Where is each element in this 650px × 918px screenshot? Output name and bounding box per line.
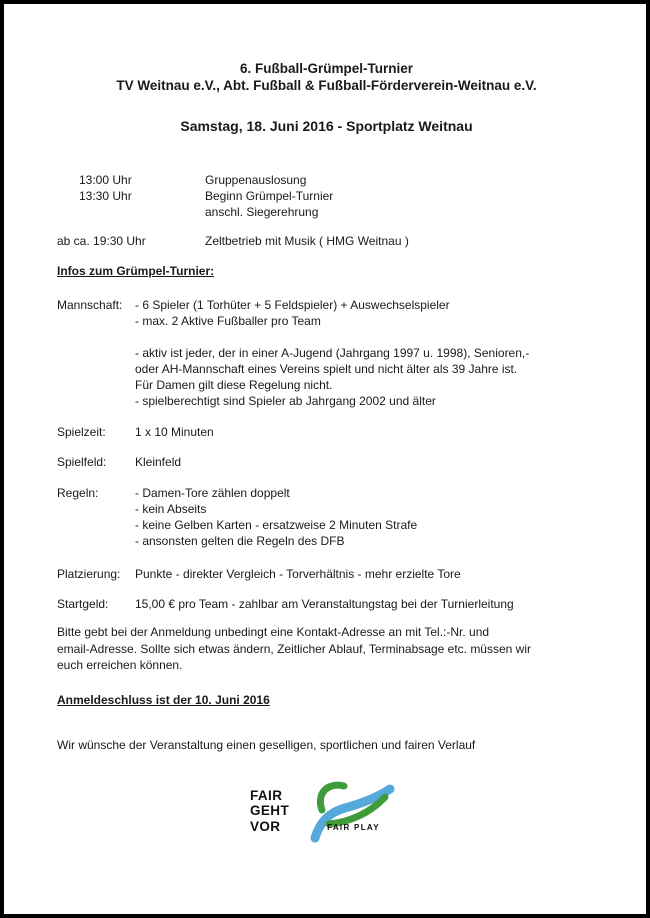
contact-note-line: euch erreichen können. <box>57 658 183 672</box>
section-lines <box>135 485 596 549</box>
motto-line: GEHT <box>250 803 290 818</box>
section-spielfeld <box>57 454 596 470</box>
section-line: - keine Gelben Karten - ersatzweise 2 Minuten Strafe <box>135 518 418 532</box>
section-line: - Damen-Tore zählen doppelt <box>135 486 290 500</box>
contact-note <box>57 624 596 674</box>
schedule-time <box>57 204 205 220</box>
section-line: - spielberechtigt sind Spieler ab Jahrgang 2002 und älter <box>135 394 436 408</box>
section-label: Regeln: <box>57 486 99 500</box>
section-line: - 6 Spieler (1 Torhüter + 5 Feldspieler) + Auswechselspieler <box>135 298 450 312</box>
info-section-heading: Infos zum Grümpel-Turnier: <box>57 264 215 278</box>
section-label: Mannschaft: <box>57 298 123 312</box>
motto-line: VOR <box>250 818 281 834</box>
section-mannschaft <box>57 297 596 409</box>
section-line: - kein Abseits <box>135 502 207 516</box>
schedule-time: 13:30 Uhr <box>79 189 132 203</box>
section-value: 15,00 € pro Team - zahlbar am Veranstaltungstag bei der Turnierleitung <box>135 597 514 611</box>
contact-note-line: email-Adresse. Sollte sich etwas ändern, Zeitlicher Ablauf, Terminabsage etc. müssen wir <box>57 641 531 656</box>
section-startgeld <box>57 596 596 612</box>
registration-deadline: Anmeldeschluss ist der 10. Juni 2016 <box>57 692 270 707</box>
closing-wish: Wir wünsche der Veranstaltung einen geselligen, sportlichen und fairen Verlauf <box>57 737 476 752</box>
schedule-time: 13:00 Uhr <box>79 173 132 187</box>
section-value: Punkte - direkter Vergleich - Torverhältnis - mehr erzielte Tore <box>135 567 461 581</box>
section-line: oder AH-Mannschaft eines Vereins spielt und nicht älter als 39 Jahre ist. <box>135 362 518 376</box>
header <box>57 60 596 94</box>
flyer-content <box>4 4 646 851</box>
organizer-line: TV Weitnau e.V., Abt. Fußball & Fußball-Förderverein-Weitnau e.V. <box>116 78 537 93</box>
section-line: - aktiv ist jeder, der in einer A-Jugend (Jahrgang 1997 u. 1998), Senioren,- <box>135 346 530 360</box>
section-label: Spielzeit: <box>57 425 106 439</box>
schedule-event: Zeltbetrieb mit Musik ( HMG Weitnau ) <box>205 234 409 248</box>
section-platzierung <box>57 566 596 582</box>
schedule-event: Gruppenauslosung <box>205 173 307 187</box>
section-line: Für Damen gilt diese Regelung nicht. <box>135 378 333 392</box>
schedule <box>57 172 596 249</box>
schedule-event: Beginn Grümpel-Turnier <box>205 189 334 203</box>
tournament-title: 6. Fußball-Grümpel-Turnier <box>239 61 413 76</box>
section-label: Spielfeld: <box>57 455 107 469</box>
fair-play-icon <box>299 779 399 851</box>
section-lines <box>135 297 596 409</box>
section-spielzeit <box>57 424 596 440</box>
section-regeln <box>57 485 596 549</box>
fair-play-label: FAIR PLAY <box>327 822 380 832</box>
section-label: Startgeld: <box>57 597 109 611</box>
event-date-location: Samstag, 18. Juni 2016 - Sportplatz Weitnau <box>180 118 473 134</box>
motto-line: FAIR <box>250 787 283 803</box>
section-line: - ansonsten gelten die Regeln des DFB <box>135 534 345 548</box>
schedule-event: anschl. Siegerehrung <box>205 205 319 219</box>
section-value: 1 x 10 Minuten <box>135 425 214 439</box>
section-label: Platzierung: <box>57 567 121 581</box>
contact-note-line: Bitte gebt bei der Anmeldung unbedingt eine Kontakt-Adresse an mit Tel.:-Nr. und <box>57 625 490 639</box>
schedule-row-evening <box>57 233 596 249</box>
schedule-row <box>57 188 596 204</box>
schedule-row <box>57 204 596 220</box>
fair-play-logo <box>250 779 596 851</box>
section-value: Kleinfeld <box>135 455 182 469</box>
schedule-time: ab ca. 19:30 Uhr <box>57 234 146 248</box>
fair-geht-vor-motto <box>250 779 289 835</box>
section-line: - max. 2 Aktive Fußballer pro Team <box>135 314 321 328</box>
schedule-row <box>57 172 596 188</box>
